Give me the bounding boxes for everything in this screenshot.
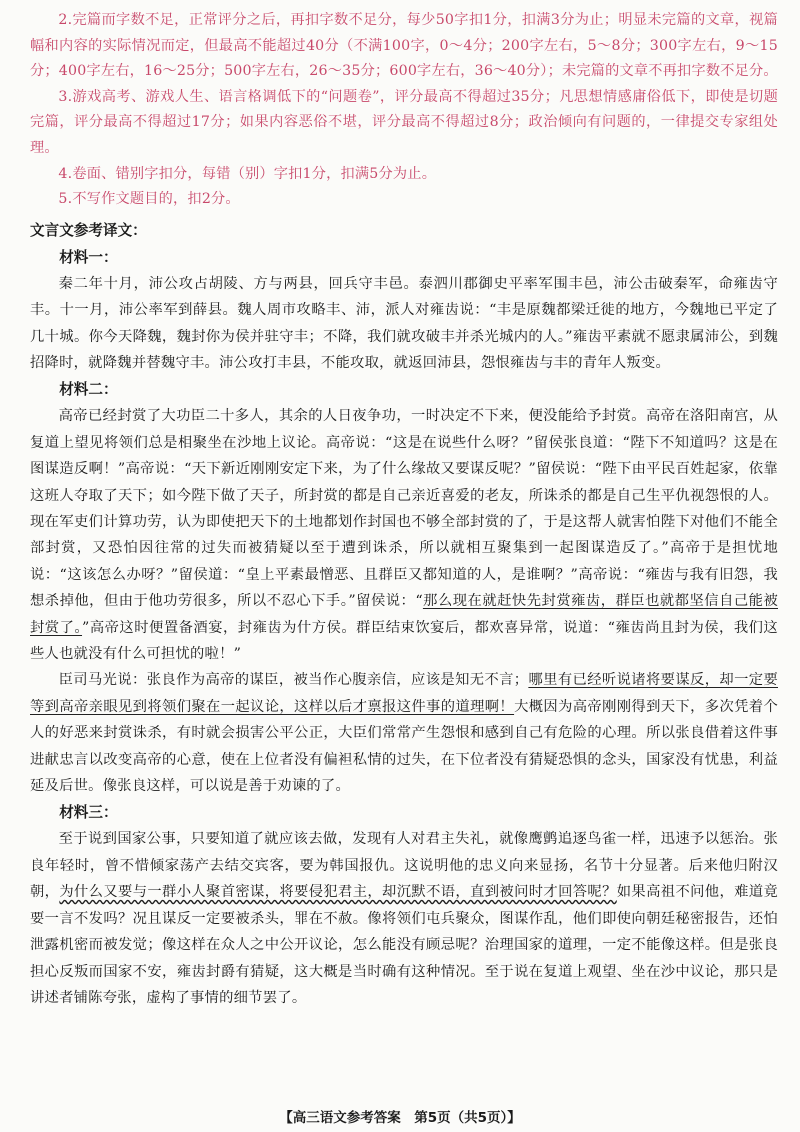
material-1-heading: 材料一： bbox=[59, 248, 118, 266]
underlined-sentence: 那么现在就赶快先封赏雍齿，群臣也就都坚信自己能被封赏了。 bbox=[30, 593, 778, 636]
text-span: 臣司马光说：张良作为高帝的谋臣，被当作心腹亲信，应该是知无不言； bbox=[58, 672, 529, 689]
rubric-item-5: 5.不写作文题目的，扣2分。 bbox=[58, 191, 240, 208]
text-span: ”高帝这时便置备酒宴，封雍齿为什方侯。群臣结束饮宴后，都欢喜异常，说道：“雍齿尚且封为侯，我们这些人也就没有什么可担忧的啦！” bbox=[30, 619, 778, 663]
scoring-rubric bbox=[30, 8, 778, 213]
material-2-text bbox=[30, 403, 778, 799]
text-span: 如果高祖不问他，难道竟要一言不发吗？况且谋反一定要被杀头，罪在不赦。像将领们屯兵聚众，图谋作乱，他们即使向朝廷秘密报告，还怕泄露机密而被发觉；像这样在众人之中公开议论，怎么能没有顾忌呢？治理国家的道理，一定不能像这样。但是张良担心反叛而国家不安，雍齿封爵有猜疑，这大概是当时确有这种情况。至于说在复道上观望、坐在沙中议论，那只是讲述者铺陈夸张，虚构了事情的细节罢了。 bbox=[30, 884, 779, 1006]
rubric-item-2: 2.完篇而字数不足，正常评分之后，再扣字数不足分，每少50字扣1分，扣满3分为止；明显未完篇的文章，视篇幅和内容的实际情况而定，但最高不能超过40分（不满100字，0～4分；200字左右，5～8分；300字左右，9～15分；400字左右，16～25分；500字左右，26～35分；600字左右，36～40分）；未完篇的文章不再扣字数不足分。 bbox=[30, 12, 778, 80]
wavy-underlined-sentence: 为什么又要与一群小人聚首密谋，将要侵犯君主，却沉默不语，直到被问时才回答呢？ bbox=[59, 884, 617, 901]
material-2-heading: 材料二： bbox=[59, 381, 118, 399]
material-3-heading: 材料三： bbox=[59, 804, 118, 822]
material-3-paragraph bbox=[30, 826, 778, 1011]
rubric-item-3: 3.游戏高考、游戏人生、语言格调低下的“问题卷”，评分最高不得超过35分；凡思想情感庸俗低下，即使是切题完篇，评分最高不得超过17分；如果内容恶俗不堪，评分最高不得超过8分；政治倾向有问题的，一律提交专家组处理。 bbox=[30, 88, 778, 156]
page-footer: 【高三语文参考答案 第5页（共5页）】 bbox=[279, 1110, 521, 1126]
material-3-text bbox=[30, 826, 778, 1011]
translation-heading: 文言文参考译文： bbox=[30, 221, 147, 239]
underlined-sentence: 哪里有已经听说诸将要谋反，却一定要等到高帝亲眼见到将领们聚在一起议论，这样以后才禀报这件事的道理啊！ bbox=[30, 672, 778, 715]
text-span: 高帝已经封赏了大功臣二十多人，其余的人日夜争功，一时决定不下来，便没能给予封赏。高帝在洛阳南宫，从复道上望见将领们总是相聚坐在沙地上议论。高帝说：“这是在说些什么呀？”留侯张良道：“陛下不知道吗？这是在图谋造反啊！”高帝说：“天下新近刚刚安定下来，为了什么缘故又要谋反呢？”留侯说：“陛下由平民百姓起家，依靠这班人夺取了天下；如今陛下做了天子，所封赏的都是自己亲近喜爱的老友，所诛杀的都是自己生平仇视怨恨的人。现在军吏们计算功劳，认为即使把天下的土地都划作封国也不够全部封赏的了，于是这帮人就害怕陛下对他们不能全部封赏，又恐怕因往常的过失而被猜疑以至于遭到诛杀，所以就相互聚集到一起图谋造反了。”高帝于是担忧地说：“这该怎么办呀？”留侯道：“皇上平素最憎恶、且群臣又都知道的人，是谁啊？”高帝说：“雍齿与我有旧怨，我想杀掉他，但由于他功劳很多，所以不忍心下手。”留侯说：“ bbox=[30, 408, 778, 610]
rubric-item-4: 4.卷面、错别字扣分，每错（别）字扣1分，扣满5分为止。 bbox=[58, 165, 437, 182]
material-1-paragraph: 秦二年十月，沛公攻占胡陵、方与两县，回兵守丰邑。泰泗川郡御史平率军围丰邑，沛公击破秦军，命雍齿守丰。十一月，沛公率军到薛县。魏人周市攻略丰、沛，派人对雍齿说：“丰是原魏都梁迁徙的地方，今魏地已平定了几十城。你今天降魏，魏封你为侯并驻守丰；不降，我们就攻破丰并杀光城内的人。”雍齿平素就不愿隶属沛公，到魏招降时，就降魏并替魏守丰。沛公攻打丰县，不能攻取，就返回沛县，怨恨雍齿与丰的青年人叛变。 bbox=[30, 275, 778, 371]
material-2-paragraph-1 bbox=[30, 403, 778, 667]
text-span: 大概因为高帝刚刚得到天下，多次凭着个人的好恶来封赏诛杀，有时就会损害公平公正，大臣们常常产生怨恨和感到自己有危险的心理。所以张良借着这件事进献忠言以改变高帝的心意，使在上位者没有偏袒私情的过失，在下位者没有猜疑恐惧的念头，国家没有忧患，利益延及后世。像张良这样，可以说是善于劝谏的了。 bbox=[30, 698, 778, 795]
material-2-paragraph-2 bbox=[30, 667, 778, 799]
text-span: 至于说到国家公事，只要知道了就应该去做，发现有人对君主失礼，就像鹰鹯追逐鸟雀一样，迅速予以惩治。张良年轻时，曾不惜倾家荡产去结交宾客，要为韩国报仇。这说明他的忠义向来显扬，名节十分显著。后来他归附汉朝， bbox=[30, 831, 778, 901]
material-1-text bbox=[30, 271, 778, 377]
